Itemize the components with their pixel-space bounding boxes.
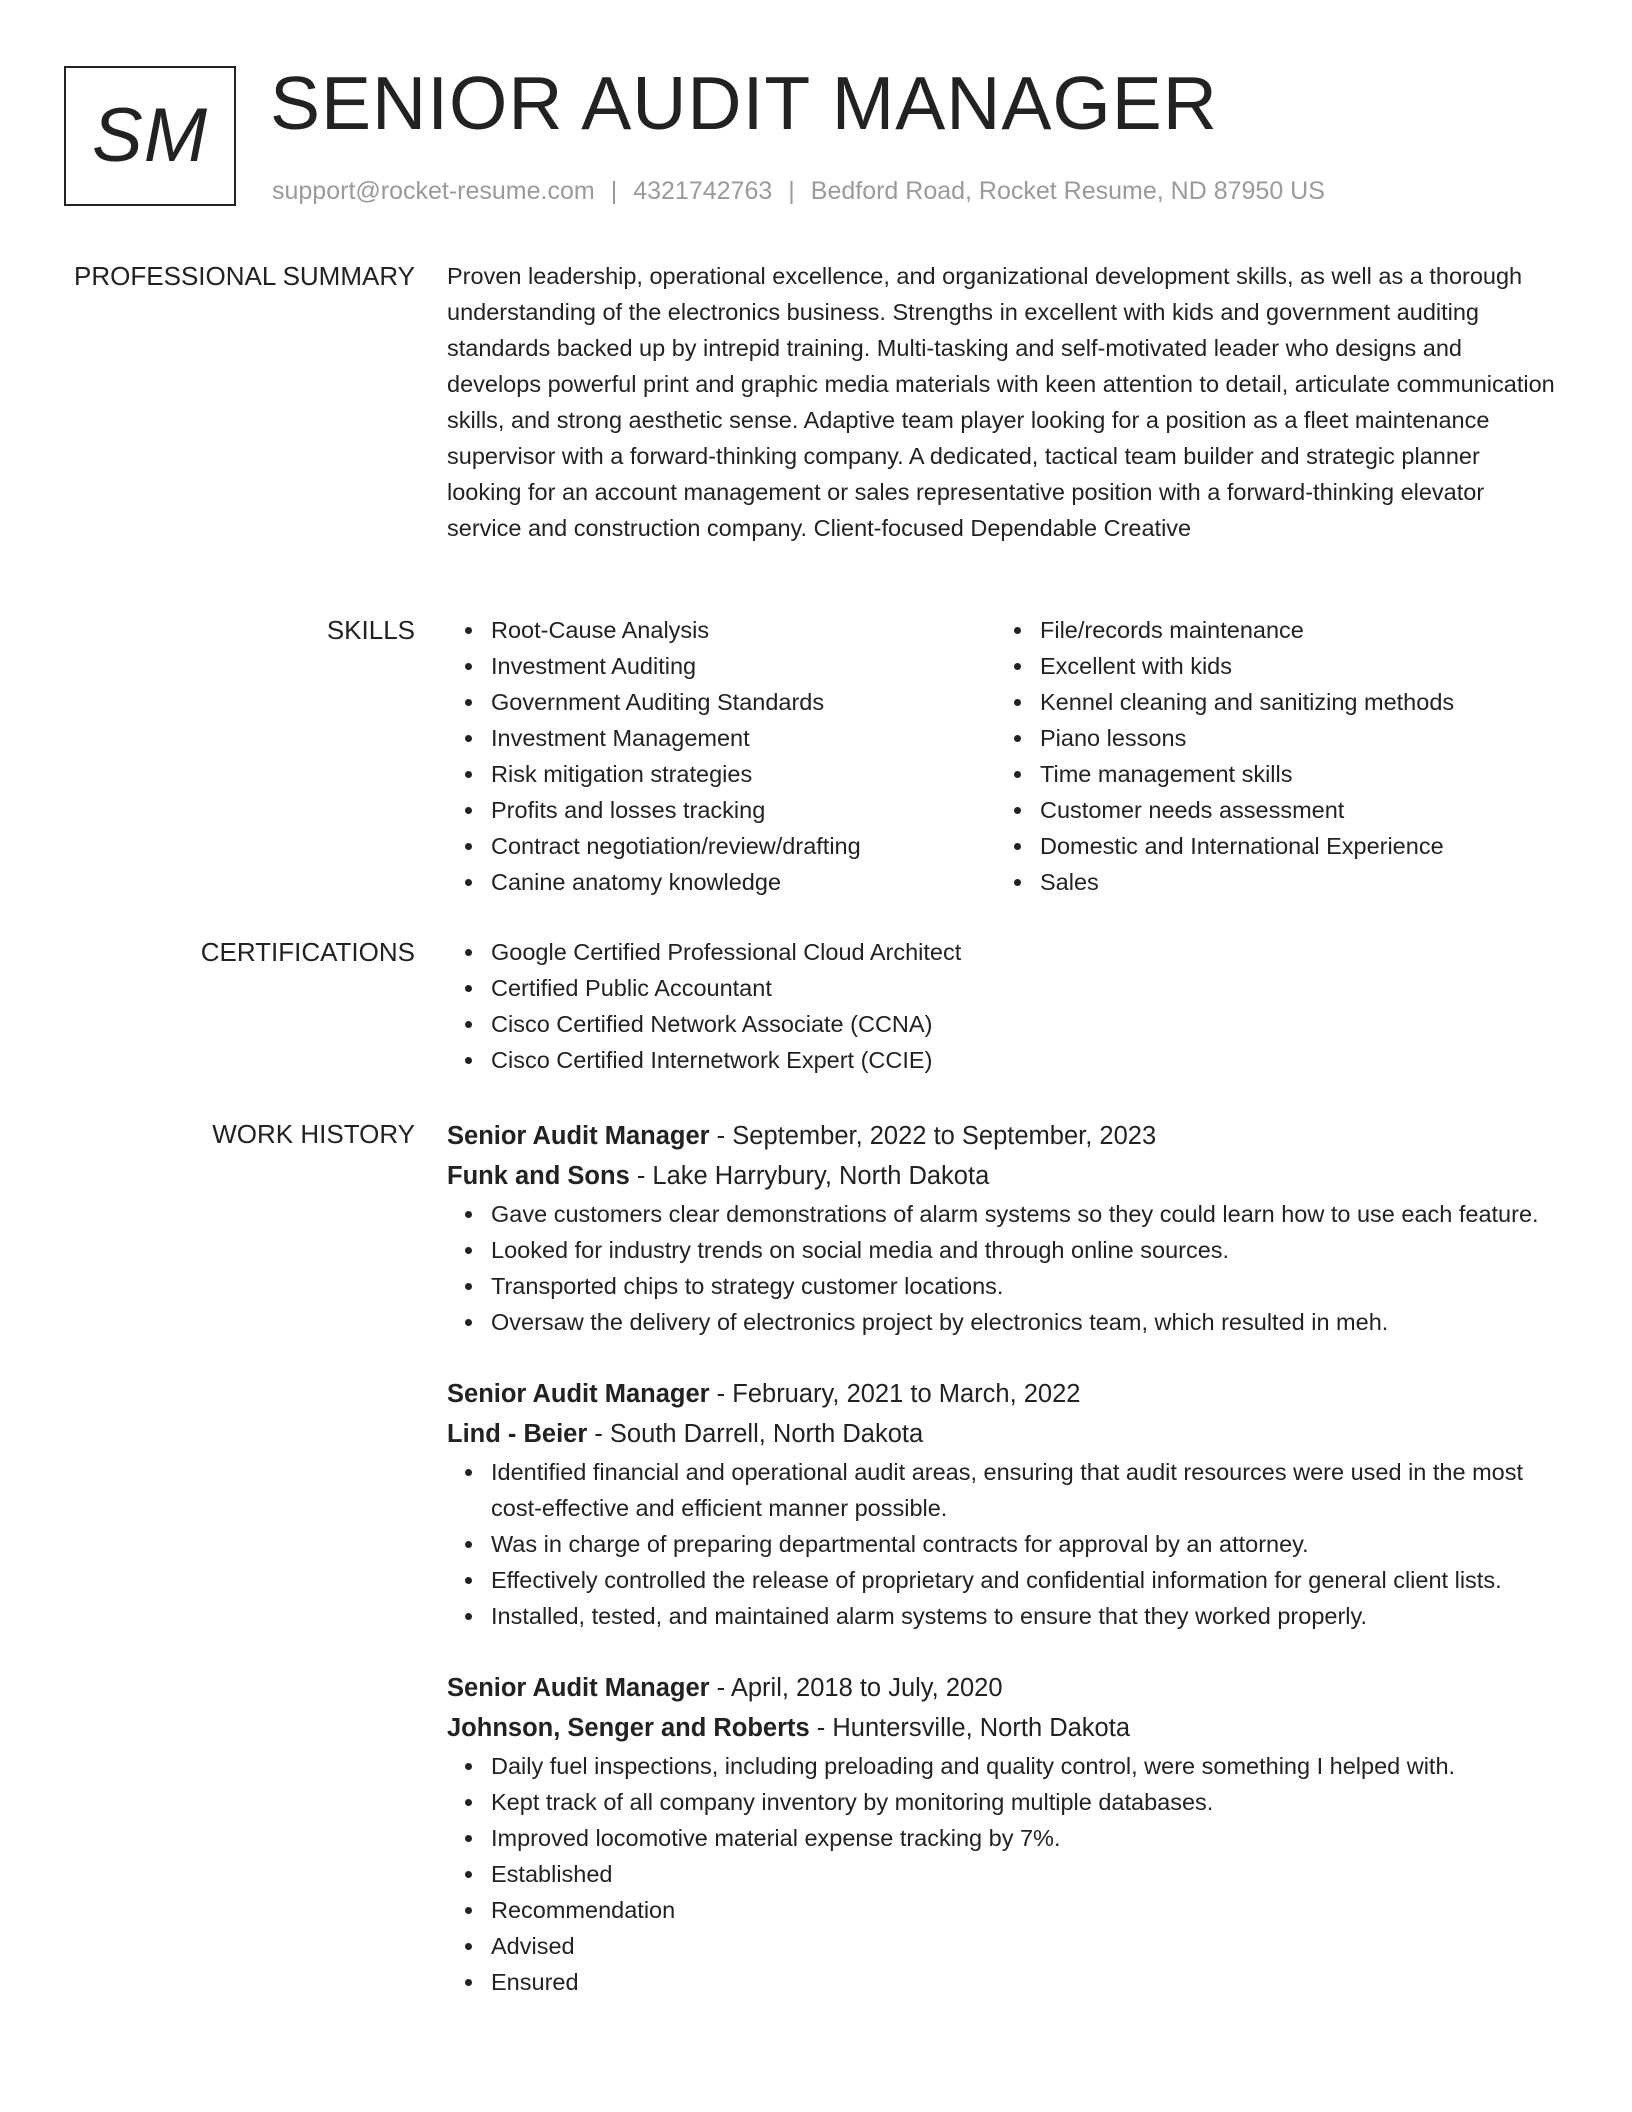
contact-separator: | [610, 177, 618, 205]
summary-text: Proven leadership, operational excellence, and organizational development skills, as well as a thorough understanding of the electronics business. Strengths in excellent with kids and government auditing standards backed up by intrepid training. Multi-tasking and self-motivated leader who designs and develops powerful print and graphic media materials with keen attention to detail, articulate communication skills, and strong aesthetic sense. Adaptive team player looking for a position as a fleet maintenance supervisor with a forward-thinking company. A dedicated, tactical team builder and strategic planner looking for an account management or sales representative position with a forward-thinking elevator service and construction company. Client-focused Dependable Creative [447, 263, 1555, 541]
summary-label: PROFESSIONAL SUMMARY [74, 261, 415, 291]
resume-name: SENIOR AUDIT MANAGER [270, 61, 1218, 145]
skill-item: Investment Management [491, 720, 996, 756]
skills-list-right [996, 612, 1545, 900]
job-bullets [447, 1748, 1557, 2000]
skill-item: Investment Auditing [491, 648, 996, 684]
job-title: Senior Audit Manager [447, 1674, 710, 1702]
job-bullet: Transported chips to strategy customer locations. [491, 1268, 1557, 1304]
work-history-label: WORK HISTORY [212, 1119, 415, 1149]
skill-item: Canine anatomy knowledge [491, 864, 996, 900]
skill-item: Piano lessons [1040, 720, 1545, 756]
certification-item: Certified Public Accountant [491, 970, 1557, 1006]
job-bullet: Identified financial and operational audit areas, ensuring that audit resources were used in the most cost-effective and efficient manner possible. [491, 1454, 1557, 1526]
job-location: - Huntersville, North Dakota [809, 1714, 1131, 1742]
job-company-line [447, 1156, 1557, 1196]
job-bullet: Ensured [491, 1964, 1557, 2000]
job-bullet: Daily fuel inspections, including preloading and quality control, were something I helped with. [491, 1748, 1557, 1784]
job-dates: - April, 2018 to July, 2020 [709, 1674, 1003, 1702]
job-bullet: Installed, tested, and maintained alarm systems to ensure that they worked properly. [491, 1598, 1557, 1634]
job-entry [447, 1116, 1557, 1340]
skill-item: Domestic and International Experience [1040, 828, 1545, 864]
job-bullet: Gave customers clear demonstrations of alarm systems so they could learn how to use each feature. [491, 1196, 1557, 1232]
contact-address: Bedford Road, Rocket Resume, ND 87950 US [810, 177, 1325, 205]
skill-item: Contract negotiation/review/drafting [491, 828, 996, 864]
job-title-line [447, 1374, 1557, 1414]
job-bullets [447, 1454, 1557, 1634]
monogram-box [64, 66, 236, 206]
work-history-body [447, 1116, 1557, 2000]
contact-line [272, 174, 1325, 208]
job-company: Funk and Sons [447, 1162, 630, 1190]
job-bullet: Effectively controlled the release of proprietary and confidential information for general client lists. [491, 1562, 1557, 1598]
job-company-line [447, 1414, 1557, 1454]
job-bullet: Kept track of all company inventory by monitoring multiple databases. [491, 1784, 1557, 1820]
skill-item: Excellent with kids [1040, 648, 1545, 684]
job-title-line [447, 1668, 1557, 1708]
skill-item: Time management skills [1040, 756, 1545, 792]
job-company-line [447, 1708, 1557, 1748]
job-location: - Lake Harrybury, North Dakota [629, 1162, 990, 1190]
job-bullet: Oversaw the delivery of electronics project by electronics team, which resulted in meh. [491, 1304, 1557, 1340]
job-bullet: Was in charge of preparing departmental contracts for approval by an attorney. [491, 1526, 1557, 1562]
skill-item: Kennel cleaning and sanitizing methods [1040, 684, 1545, 720]
job-title-line [447, 1116, 1557, 1156]
summary-body [447, 258, 1557, 546]
job-title: Senior Audit Manager [447, 1122, 710, 1150]
job-bullet: Improved locomotive material expense tracking by 7%. [491, 1820, 1557, 1856]
job-bullet: Established [491, 1856, 1557, 1892]
job-bullet: Advised [491, 1928, 1557, 1964]
skill-item: Risk mitigation strategies [491, 756, 996, 792]
contact-phone: 4321742763 [633, 177, 773, 205]
certifications-list [447, 934, 1557, 1078]
job-bullet: Looked for industry trends on social media and through online sources. [491, 1232, 1557, 1268]
certifications-label: CERTIFICATIONS [200, 937, 415, 967]
job-entry [447, 1374, 1557, 1634]
job-company: Lind - Beier [447, 1420, 588, 1448]
skill-item: Customer needs assessment [1040, 792, 1545, 828]
skill-item: Government Auditing Standards [491, 684, 996, 720]
job-entry [447, 1668, 1557, 2000]
skill-item: Root-Cause Analysis [491, 612, 996, 648]
contact-email: support@rocket-resume.com [272, 177, 595, 205]
certification-item: Google Certified Professional Cloud Architect [491, 934, 1557, 970]
skill-item: Sales [1040, 864, 1545, 900]
skill-item: File/records maintenance [1040, 612, 1545, 648]
monogram-initials: SM [92, 93, 208, 178]
job-location: - South Darrell, North Dakota [587, 1420, 924, 1448]
skills-grid [447, 612, 1557, 900]
skills-list-left [447, 612, 996, 900]
contact-separator: | [788, 177, 795, 205]
certification-item: Cisco Certified Network Associate (CCNA) [491, 1006, 1557, 1042]
skills-label: SKILLS [326, 615, 415, 645]
job-dates: - September, 2022 to September, 2023 [709, 1122, 1157, 1150]
certification-item: Cisco Certified Internetwork Expert (CCIE) [491, 1042, 1557, 1078]
job-bullet: Recommendation [491, 1892, 1557, 1928]
job-company: Johnson, Senger and Roberts [447, 1714, 810, 1742]
job-title: Senior Audit Manager [447, 1380, 710, 1408]
job-dates: - February, 2021 to March, 2022 [709, 1380, 1081, 1408]
certifications-body [447, 934, 1557, 1078]
job-bullets [447, 1196, 1557, 1340]
skill-item: Profits and losses tracking [491, 792, 996, 828]
